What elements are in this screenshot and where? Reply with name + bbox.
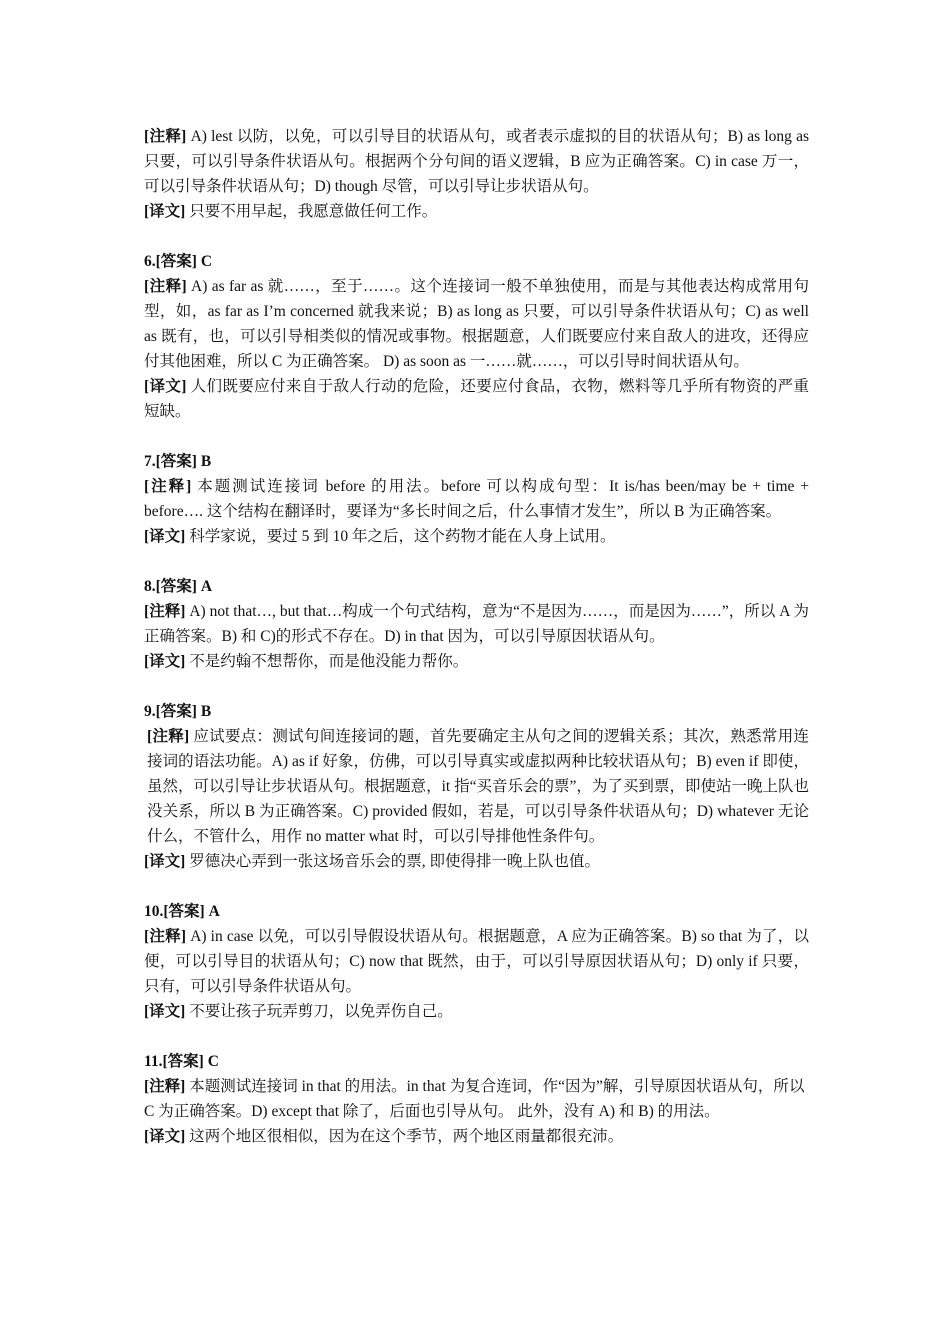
translation-paragraph (144, 199, 809, 224)
translation-text: 不是约翰不想帮你，而是他没能力帮你。 (189, 653, 469, 670)
answer-block-11 (144, 1049, 809, 1149)
note-text: 本题测试连接词 in that 的用法。in that 为复合连词，作“因为”解，引导原因状语从句，所以 C 为正确答案。D) except that 除了，后面也引导从句。 此外，没有 A) 和 B) 的用法。 (144, 1078, 805, 1120)
document-page (144, 124, 809, 1174)
translation-label: [译文] (144, 653, 186, 670)
note-label: [注释] (144, 478, 192, 495)
answer-block-10 (144, 899, 809, 1024)
translation-text: 罗德决心弄到一张这场音乐会的票, 即使得排一晚上队也值。 (189, 853, 600, 870)
note-text: 本题测试连接词 before 的用法。before 可以构成句型：It is/has been/may be + time + before…. 这个结构在翻译时，要译为“多长时间之后，什么事情才发生”，所以 B 为正确答案。 (144, 478, 810, 520)
translation-label: [译文] (144, 203, 186, 220)
translation-text: 不要让孩子玩弄剪刀，以免弄伤自己。 (189, 1003, 453, 1020)
answer-heading: 10.[答案] A (144, 903, 220, 920)
note-label: [注释] (144, 1078, 186, 1095)
note-label: [注释] (144, 278, 187, 295)
note-label: [注释] (144, 603, 186, 620)
translation-paragraph (144, 374, 809, 424)
answer-heading: 9.[答案] B (144, 703, 212, 720)
translation-text: 这两个地区很相似，因为在这个季节，两个地区雨量都很充沛。 (189, 1128, 624, 1145)
answer-block-7 (144, 449, 809, 549)
answer-heading: 8.[答案] A (144, 578, 213, 595)
note-label: [注释] (147, 728, 190, 745)
note-paragraph (144, 924, 809, 999)
translation-paragraph (144, 649, 809, 674)
note-paragraph (144, 274, 809, 374)
answer-block-9 (144, 699, 809, 874)
translation-label: [译文] (144, 1128, 186, 1145)
note-paragraph (144, 124, 809, 199)
translation-paragraph (144, 1124, 809, 1149)
translation-label: [译文] (144, 1003, 186, 1020)
translation-paragraph (144, 849, 809, 874)
answer-heading: 6.[答案] C (144, 253, 213, 270)
note-text: A) as far as 就……，至于……。这个连接词一般不单独使用，而是与其他表达构成常用句型，如，as far as I’m concerned 就我来说；B) as long as 只要，可以引导条件状语从句；C) as well as 既有，也，可以引导相类似的情况或事物。根据题意，人们既要应付来自敌人的进攻，还得应付其他困难，所以 C 为正确答案。 D) as soon as 一……就……，可以引导时间状语从句。 (144, 278, 810, 370)
note-paragraph (144, 1074, 809, 1124)
translation-text: 只要不用早起，我愿意做任何工作。 (189, 203, 438, 220)
translation-paragraph (144, 524, 809, 549)
note-label: [注释] (144, 928, 187, 945)
note-text: A) lest 以防，以免，可以引导目的状语从句，或者表示虚拟的目的状语从句；B) as long as 只要，可以引导条件状语从句。根据两个分句间的语义逻辑，B 应为正确答案。C) in case 万一，可以引导条件状语从句；D) though 尽管，可以引导让步状语从句。 (144, 128, 810, 195)
translation-text: 科学家说，要过 5 到 10 年之后，这个药物才能在人身上试用。 (189, 528, 616, 545)
answer-block-5 (144, 124, 809, 224)
note-text: 应试要点：测试句间连接词的题，首先要确定主从句之间的逻辑关系；其次，熟悉常用连接词的语法功能。A) as if 好象，仿佛，可以引导真实或虚拟两种比较状语从句；B) even if 即使，虽然，可以引导让步状语从句。根据题意，it 指“买音乐会的票”，为了买到票，即使站一晚上队也没关系，所以 B 为正确答案。C) provided 假如，若是，可以引导条件状语从句；D) whatever 无论什么，不管什么，用作 no matter what 时，可以引导排他性条件句。 (147, 728, 809, 845)
translation-label: [译文] (144, 853, 186, 870)
translation-paragraph (144, 999, 809, 1024)
answer-heading: 11.[答案] C (144, 1053, 219, 1070)
translation-label: [译文] (144, 378, 187, 395)
translation-text: 人们既要应付来自于敌人行动的危险，还要应付食品，衣物，燃料等几乎所有物资的严重短缺。 (144, 378, 810, 420)
note-paragraph (144, 599, 809, 649)
note-text: A) in case 以免，可以引导假设状语从句。根据题意，A 应为正确答案。B) so that 为了，以便，可以引导目的状语从句；C) now that 既然，由于，可以引导原因状语从句；D) only if 只要，只有，可以引导条件状语从句。 (144, 928, 810, 995)
note-text: A) not that…, but that…构成一个句式结构，意为“不是因为……，而是因为……”，所以 A 为正确答案。B) 和 C)的形式不存在。D) in that 因为，可以引导原因状语从句。 (144, 603, 809, 645)
answer-block-6 (144, 249, 809, 424)
translation-label: [译文] (144, 528, 186, 545)
note-label: [注释] (144, 128, 187, 145)
note-paragraph (144, 474, 809, 524)
note-paragraph (144, 724, 809, 849)
answer-block-8 (144, 574, 809, 674)
answer-heading: 7.[答案] B (144, 453, 212, 470)
